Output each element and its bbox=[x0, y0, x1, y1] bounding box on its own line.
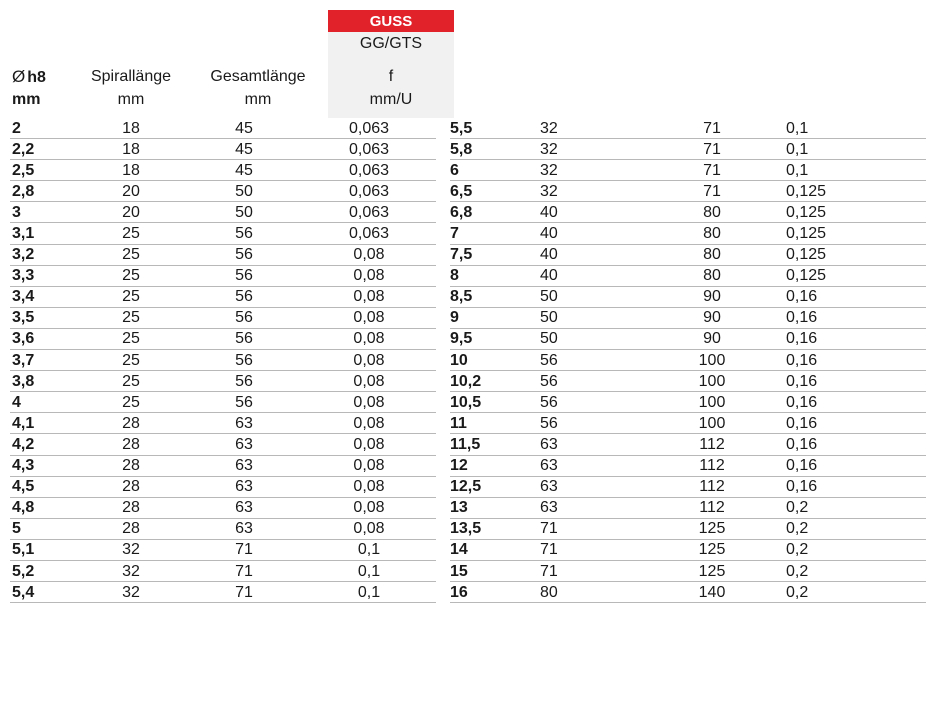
right-diameter-cell: 8,5 bbox=[450, 286, 530, 307]
left-feed-cell: 0,08 bbox=[302, 518, 436, 539]
left-feed-cell: 0,08 bbox=[302, 497, 436, 518]
table-row bbox=[10, 539, 926, 560]
right-feed-cell: 0,2 bbox=[772, 497, 926, 518]
left-feed-cell: 0,08 bbox=[302, 286, 436, 307]
column-gap bbox=[436, 582, 450, 603]
left-diameter-cell: 5 bbox=[10, 518, 76, 539]
table-row bbox=[10, 160, 926, 181]
right-spiral-length-cell: 56 bbox=[530, 413, 652, 434]
left-total-length-cell: 56 bbox=[186, 392, 302, 413]
left-spiral-length-cell: 25 bbox=[76, 265, 186, 286]
right-spiral-length-cell: 80 bbox=[530, 582, 652, 603]
left-total-length-cell: 45 bbox=[186, 139, 302, 160]
left-total-length-cell: 56 bbox=[186, 223, 302, 244]
right-diameter-cell: 9 bbox=[450, 307, 530, 328]
column-gap bbox=[436, 413, 450, 434]
right-diameter-cell: 6,8 bbox=[450, 202, 530, 223]
right-diameter-cell: 12 bbox=[450, 455, 530, 476]
right-spiral-length-cell: 63 bbox=[530, 497, 652, 518]
right-spiral-length-cell: 63 bbox=[530, 434, 652, 455]
right-spiral-length-cell: 56 bbox=[530, 350, 652, 371]
right-feed-cell: 0,16 bbox=[772, 392, 926, 413]
left-feed-cell: 0,1 bbox=[302, 582, 436, 603]
table-row bbox=[10, 413, 926, 434]
right-spiral-length-cell: 50 bbox=[530, 307, 652, 328]
right-diameter-cell: 14 bbox=[450, 539, 530, 560]
table-row bbox=[10, 244, 926, 265]
left-diameter-cell: 4,2 bbox=[10, 434, 76, 455]
right-total-length-cell: 125 bbox=[652, 539, 772, 560]
right-spiral-length-cell: 32 bbox=[530, 181, 652, 202]
left-feed-cell: 0,08 bbox=[302, 434, 436, 455]
table-row bbox=[10, 392, 926, 413]
left-total-length-cell: 63 bbox=[186, 413, 302, 434]
left-feed-cell: 0,063 bbox=[302, 160, 436, 181]
left-total-length-cell: 56 bbox=[186, 286, 302, 307]
left-spiral-length-cell: 25 bbox=[76, 392, 186, 413]
left-diameter-cell: 5,2 bbox=[10, 560, 76, 581]
right-diameter-cell: 6,5 bbox=[450, 181, 530, 202]
right-diameter-cell: 12,5 bbox=[450, 476, 530, 497]
left-spiral-length-cell: 18 bbox=[76, 139, 186, 160]
left-feed-cell: 0,063 bbox=[302, 181, 436, 202]
table-row bbox=[10, 582, 926, 603]
left-feed-cell: 0,08 bbox=[302, 371, 436, 392]
right-spiral-length-cell: 50 bbox=[530, 286, 652, 307]
right-feed-cell: 0,16 bbox=[772, 328, 926, 349]
right-diameter-cell: 16 bbox=[450, 582, 530, 603]
left-feed-cell: 0,08 bbox=[302, 392, 436, 413]
right-feed-cell: 0,125 bbox=[772, 202, 926, 223]
drill-data-table bbox=[10, 118, 926, 603]
left-feed-cell: 0,08 bbox=[302, 328, 436, 349]
right-diameter-cell: 10,5 bbox=[450, 392, 530, 413]
left-spiral-length-cell: 25 bbox=[76, 371, 186, 392]
table-row bbox=[10, 434, 926, 455]
left-spiral-length-cell: 32 bbox=[76, 539, 186, 560]
right-spiral-length-cell: 56 bbox=[530, 371, 652, 392]
table-row bbox=[10, 307, 926, 328]
column-gap bbox=[436, 371, 450, 392]
left-spiral-length-cell: 25 bbox=[76, 350, 186, 371]
right-diameter-cell: 10,2 bbox=[450, 371, 530, 392]
column-gap bbox=[436, 244, 450, 265]
right-diameter-cell: 5,8 bbox=[450, 139, 530, 160]
left-diameter-cell: 3,7 bbox=[10, 350, 76, 371]
right-total-length-cell: 112 bbox=[652, 434, 772, 455]
right-total-length-cell: 90 bbox=[652, 286, 772, 307]
column-gap bbox=[436, 476, 450, 497]
right-total-length-cell: 80 bbox=[652, 202, 772, 223]
left-feed-cell: 0,1 bbox=[302, 539, 436, 560]
total-length-header: Gesamtlänge bbox=[210, 68, 306, 85]
right-total-length-cell: 125 bbox=[652, 518, 772, 539]
right-diameter-cell: 11,5 bbox=[450, 434, 530, 455]
right-feed-cell: 0,16 bbox=[772, 434, 926, 455]
feed-unit: mm/U bbox=[369, 91, 413, 108]
left-spiral-length-cell: 25 bbox=[76, 307, 186, 328]
right-diameter-cell: 13,5 bbox=[450, 518, 530, 539]
total-length-unit: mm bbox=[244, 91, 272, 108]
right-feed-cell: 0,125 bbox=[772, 244, 926, 265]
right-feed-cell: 0,16 bbox=[772, 455, 926, 476]
column-gap bbox=[436, 181, 450, 202]
column-gap bbox=[436, 307, 450, 328]
right-feed-cell: 0,125 bbox=[772, 223, 926, 244]
diameter-unit: mm bbox=[12, 91, 41, 108]
column-gap bbox=[436, 265, 450, 286]
right-spiral-length-cell: 40 bbox=[530, 223, 652, 244]
left-diameter-cell: 4,8 bbox=[10, 497, 76, 518]
table-row bbox=[10, 118, 926, 139]
left-total-length-cell: 56 bbox=[186, 350, 302, 371]
column-gap bbox=[436, 286, 450, 307]
left-diameter-cell: 2 bbox=[10, 118, 76, 139]
drill-data-table-body bbox=[10, 118, 926, 603]
left-diameter-cell: 3,4 bbox=[10, 286, 76, 307]
left-total-length-cell: 63 bbox=[186, 434, 302, 455]
left-diameter-cell: 3 bbox=[10, 202, 76, 223]
left-diameter-cell: 4,3 bbox=[10, 455, 76, 476]
left-feed-cell: 0,08 bbox=[302, 350, 436, 371]
table-row bbox=[10, 560, 926, 581]
right-spiral-length-cell: 63 bbox=[530, 455, 652, 476]
table-row bbox=[10, 286, 926, 307]
left-total-length-cell: 56 bbox=[186, 307, 302, 328]
right-total-length-cell: 100 bbox=[652, 413, 772, 434]
left-diameter-cell: 5,1 bbox=[10, 539, 76, 560]
left-total-length-cell: 63 bbox=[186, 455, 302, 476]
left-total-length-cell: 63 bbox=[186, 497, 302, 518]
left-diameter-cell: 4 bbox=[10, 392, 76, 413]
right-spiral-length-cell: 50 bbox=[530, 328, 652, 349]
left-diameter-cell: 2,5 bbox=[10, 160, 76, 181]
right-spiral-length-cell: 40 bbox=[530, 202, 652, 223]
spiral-length-unit: mm bbox=[117, 91, 145, 108]
right-feed-cell: 0,2 bbox=[772, 539, 926, 560]
column-gap bbox=[436, 202, 450, 223]
right-feed-cell: 0,125 bbox=[772, 181, 926, 202]
right-total-length-cell: 112 bbox=[652, 455, 772, 476]
right-feed-cell: 0,2 bbox=[772, 518, 926, 539]
right-spiral-length-cell: 32 bbox=[530, 118, 652, 139]
left-total-length-cell: 45 bbox=[186, 118, 302, 139]
left-feed-cell: 0,08 bbox=[302, 476, 436, 497]
right-total-length-cell: 71 bbox=[652, 139, 772, 160]
table-row bbox=[10, 518, 926, 539]
table-row bbox=[10, 328, 926, 349]
left-feed-cell: 0,08 bbox=[302, 244, 436, 265]
diameter-icon: Ø bbox=[12, 67, 26, 86]
right-diameter-cell: 9,5 bbox=[450, 328, 530, 349]
right-spiral-length-cell: 32 bbox=[530, 139, 652, 160]
left-diameter-cell: 3,5 bbox=[10, 307, 76, 328]
right-total-length-cell: 100 bbox=[652, 371, 772, 392]
right-feed-cell: 0,2 bbox=[772, 560, 926, 581]
table-row bbox=[10, 350, 926, 371]
right-diameter-cell: 5,5 bbox=[450, 118, 530, 139]
left-spiral-length-cell: 32 bbox=[76, 560, 186, 581]
column-gap bbox=[436, 455, 450, 476]
table-row bbox=[10, 139, 926, 160]
left-spiral-length-cell: 28 bbox=[76, 476, 186, 497]
right-total-length-cell: 112 bbox=[652, 476, 772, 497]
column-gap bbox=[436, 223, 450, 244]
left-spiral-length-cell: 28 bbox=[76, 497, 186, 518]
right-spiral-length-cell: 71 bbox=[530, 539, 652, 560]
left-feed-cell: 0,08 bbox=[302, 455, 436, 476]
right-diameter-cell: 6 bbox=[450, 160, 530, 181]
right-feed-cell: 0,1 bbox=[772, 139, 926, 160]
left-spiral-length-cell: 25 bbox=[76, 286, 186, 307]
left-total-length-cell: 71 bbox=[186, 582, 302, 603]
right-diameter-cell: 7 bbox=[450, 223, 530, 244]
left-total-length-cell: 56 bbox=[186, 371, 302, 392]
right-total-length-cell: 140 bbox=[652, 582, 772, 603]
right-total-length-cell: 71 bbox=[652, 160, 772, 181]
column-gap bbox=[436, 328, 450, 349]
right-spiral-length-cell: 40 bbox=[530, 265, 652, 286]
left-total-length-cell: 50 bbox=[186, 181, 302, 202]
table-row bbox=[10, 181, 926, 202]
left-total-length-cell: 56 bbox=[186, 328, 302, 349]
right-feed-cell: 0,125 bbox=[772, 265, 926, 286]
right-feed-cell: 0,16 bbox=[772, 371, 926, 392]
right-total-length-cell: 112 bbox=[652, 497, 772, 518]
left-spiral-length-cell: 32 bbox=[76, 582, 186, 603]
left-diameter-cell: 3,6 bbox=[10, 328, 76, 349]
right-diameter-cell: 8 bbox=[450, 265, 530, 286]
right-diameter-cell: 10 bbox=[450, 350, 530, 371]
right-diameter-cell: 13 bbox=[450, 497, 530, 518]
right-feed-cell: 0,16 bbox=[772, 286, 926, 307]
left-diameter-cell: 3,3 bbox=[10, 265, 76, 286]
right-total-length-cell: 100 bbox=[652, 392, 772, 413]
left-spiral-length-cell: 20 bbox=[76, 202, 186, 223]
left-total-length-cell: 71 bbox=[186, 560, 302, 581]
material-subtitle: GG/GTS bbox=[359, 35, 423, 52]
left-spiral-length-cell: 25 bbox=[76, 223, 186, 244]
table-row bbox=[10, 202, 926, 223]
left-feed-cell: 0,08 bbox=[302, 413, 436, 434]
left-diameter-cell: 2,8 bbox=[10, 181, 76, 202]
left-feed-cell: 0,1 bbox=[302, 560, 436, 581]
column-gap bbox=[436, 392, 450, 413]
column-gap bbox=[436, 160, 450, 181]
column-gap bbox=[436, 118, 450, 139]
left-diameter-cell: 2,2 bbox=[10, 139, 76, 160]
left-total-length-cell: 45 bbox=[186, 160, 302, 181]
right-total-length-cell: 100 bbox=[652, 350, 772, 371]
right-total-length-cell: 125 bbox=[652, 560, 772, 581]
left-diameter-cell: 4,5 bbox=[10, 476, 76, 497]
material-badge: GUSS bbox=[328, 10, 454, 32]
right-feed-cell: 0,16 bbox=[772, 476, 926, 497]
left-feed-cell: 0,08 bbox=[302, 265, 436, 286]
right-total-length-cell: 90 bbox=[652, 307, 772, 328]
left-total-length-cell: 63 bbox=[186, 476, 302, 497]
left-feed-cell: 0,08 bbox=[302, 307, 436, 328]
right-feed-cell: 0,1 bbox=[772, 160, 926, 181]
right-spiral-length-cell: 40 bbox=[530, 244, 652, 265]
left-feed-cell: 0,063 bbox=[302, 223, 436, 244]
left-spiral-length-cell: 25 bbox=[76, 244, 186, 265]
spiral-length-header: Spirallänge bbox=[90, 68, 172, 85]
left-total-length-cell: 71 bbox=[186, 539, 302, 560]
left-spiral-length-cell: 28 bbox=[76, 455, 186, 476]
right-spiral-length-cell: 63 bbox=[530, 476, 652, 497]
right-total-length-cell: 90 bbox=[652, 328, 772, 349]
column-gap bbox=[436, 497, 450, 518]
left-spiral-length-cell: 18 bbox=[76, 118, 186, 139]
right-spiral-length-cell: 71 bbox=[530, 518, 652, 539]
table-row bbox=[10, 265, 926, 286]
right-feed-cell: 0,16 bbox=[772, 307, 926, 328]
left-spiral-length-cell: 28 bbox=[76, 518, 186, 539]
column-gap bbox=[436, 560, 450, 581]
right-total-length-cell: 80 bbox=[652, 244, 772, 265]
right-spiral-length-cell: 32 bbox=[530, 160, 652, 181]
left-feed-cell: 0,063 bbox=[302, 139, 436, 160]
left-diameter-cell: 4,1 bbox=[10, 413, 76, 434]
diameter-header-label: h8 bbox=[27, 69, 46, 86]
table-row bbox=[10, 371, 926, 392]
left-diameter-cell: 3,1 bbox=[10, 223, 76, 244]
right-spiral-length-cell: 56 bbox=[530, 392, 652, 413]
right-spiral-length-cell: 71 bbox=[530, 560, 652, 581]
table-row bbox=[10, 223, 926, 244]
table-row bbox=[10, 497, 926, 518]
column-gap bbox=[436, 434, 450, 455]
right-diameter-cell: 15 bbox=[450, 560, 530, 581]
column-gap bbox=[436, 350, 450, 371]
column-gap bbox=[436, 518, 450, 539]
right-feed-cell: 0,2 bbox=[772, 582, 926, 603]
feed-header: f bbox=[388, 68, 394, 85]
left-spiral-length-cell: 20 bbox=[76, 181, 186, 202]
right-total-length-cell: 71 bbox=[652, 118, 772, 139]
right-feed-cell: 0,1 bbox=[772, 118, 926, 139]
left-total-length-cell: 50 bbox=[186, 202, 302, 223]
left-diameter-cell: 3,2 bbox=[10, 244, 76, 265]
right-diameter-cell: 11 bbox=[450, 413, 530, 434]
left-total-length-cell: 63 bbox=[186, 518, 302, 539]
column-gap bbox=[436, 139, 450, 160]
left-diameter-cell: 5,4 bbox=[10, 582, 76, 603]
right-feed-cell: 0,16 bbox=[772, 350, 926, 371]
table-row bbox=[10, 476, 926, 497]
left-spiral-length-cell: 25 bbox=[76, 328, 186, 349]
left-spiral-length-cell: 28 bbox=[76, 413, 186, 434]
right-total-length-cell: 71 bbox=[652, 181, 772, 202]
table-row bbox=[10, 455, 926, 476]
left-feed-cell: 0,063 bbox=[302, 118, 436, 139]
diameter-header bbox=[12, 67, 46, 88]
right-total-length-cell: 80 bbox=[652, 265, 772, 286]
right-total-length-cell: 80 bbox=[652, 223, 772, 244]
left-feed-cell: 0,063 bbox=[302, 202, 436, 223]
left-spiral-length-cell: 28 bbox=[76, 434, 186, 455]
column-gap bbox=[436, 539, 450, 560]
left-spiral-length-cell: 18 bbox=[76, 160, 186, 181]
right-diameter-cell: 7,5 bbox=[450, 244, 530, 265]
left-total-length-cell: 56 bbox=[186, 265, 302, 286]
left-total-length-cell: 56 bbox=[186, 244, 302, 265]
left-diameter-cell: 3,8 bbox=[10, 371, 76, 392]
right-feed-cell: 0,16 bbox=[772, 413, 926, 434]
